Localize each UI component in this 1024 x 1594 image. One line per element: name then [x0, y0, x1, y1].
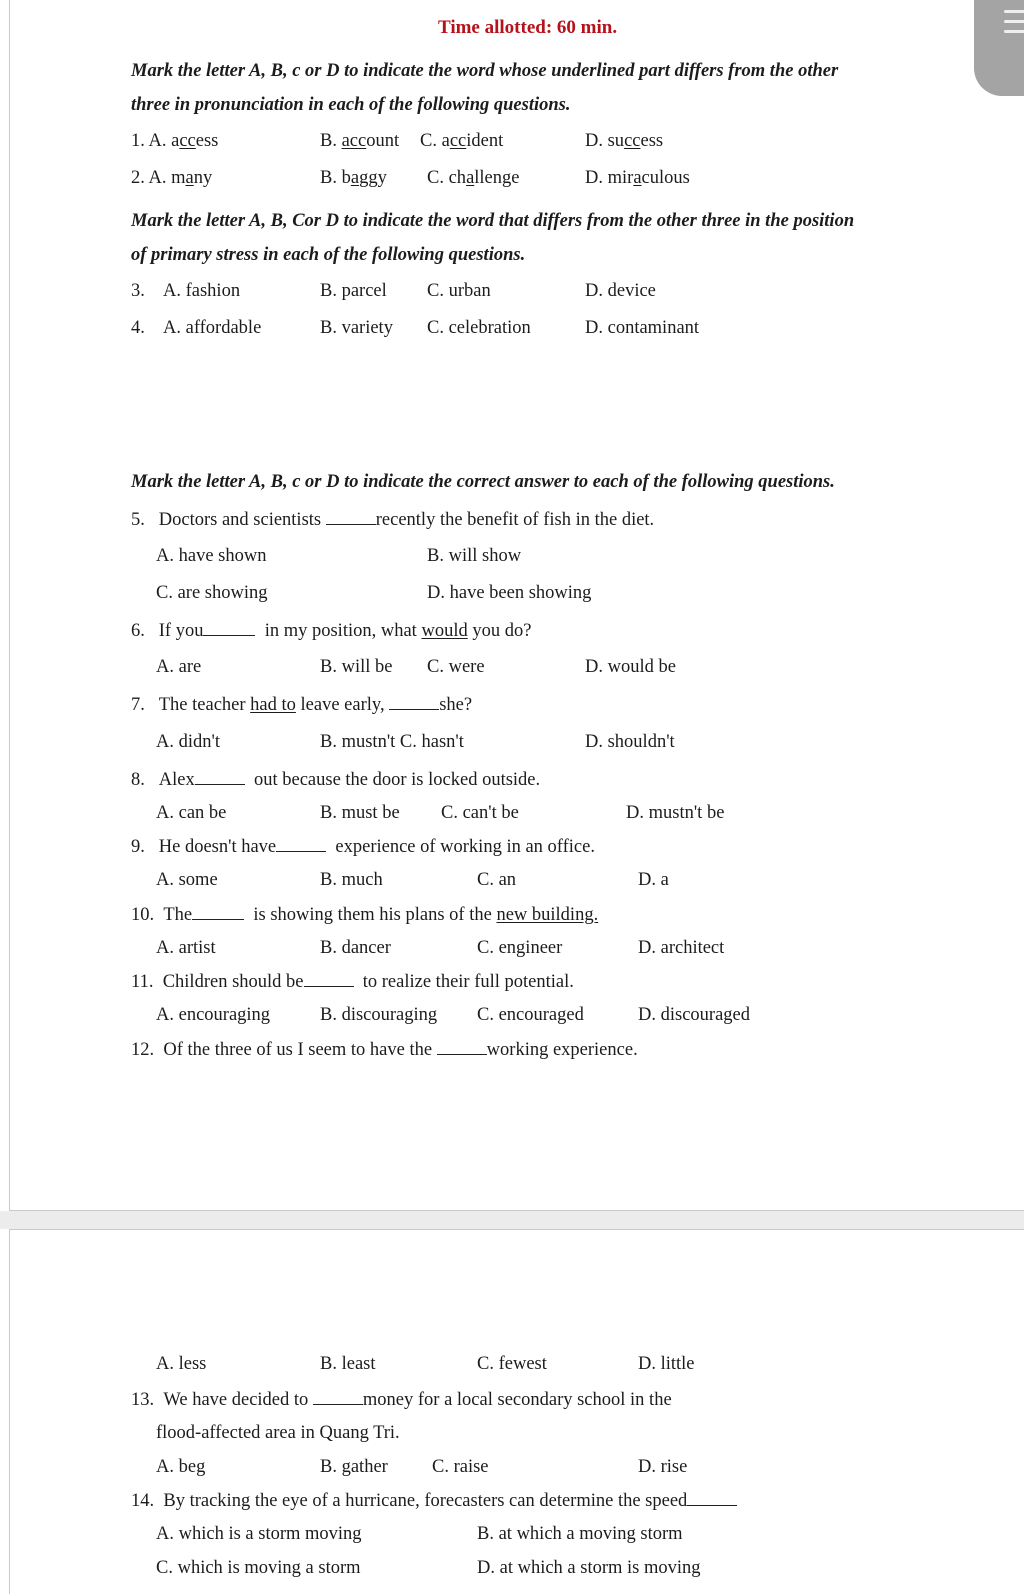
q14-option-a: A. which is a storm moving [156, 1524, 362, 1544]
q4-option-c: C. celebration [427, 318, 531, 338]
q12-option-d: D. little [638, 1354, 695, 1374]
q14-option-c: C. which is moving a storm [156, 1558, 361, 1578]
q3-option-a: A. fashion [163, 281, 241, 301]
question-11: 11. Children should be to realize their full potential. [131, 972, 574, 992]
q8-option-d: D. mustn't be [626, 803, 725, 823]
answer-blank [304, 972, 354, 987]
q6-option-c: C. were [427, 657, 485, 677]
question-5: 5. Doctors and scientists recently the benefit of fish in the diet. [131, 510, 655, 530]
section2-instruction: Mark the letter A, B, Cor D to indicate the word that differs from the other three in the position [131, 211, 855, 231]
question-6: 6. If you in my position, what would you do? [131, 621, 532, 641]
answer-blank [276, 837, 326, 852]
question-13-cont: flood-affected area in Quang Tri. [156, 1423, 400, 1443]
answer-blank [326, 510, 376, 525]
q9-option-c: C. an [477, 870, 517, 890]
q6-option-b: B. will be [320, 657, 393, 677]
q6-option-a: A. are [156, 657, 202, 677]
question-2: 2. A. many [131, 168, 213, 188]
section1-instruction-cont: three in pronunciation in each of the following questions. [131, 95, 571, 115]
question-1: 1. A. access [131, 131, 219, 151]
q14-option-b: B. at which a moving storm [477, 1524, 683, 1544]
answer-blank [437, 1040, 487, 1055]
q7-option-bc: B. mustn't C. hasn't [320, 732, 464, 752]
scrollbar-grip-line [1004, 10, 1024, 13]
q7-option-a: A. didn't [156, 732, 220, 752]
q7-option-d: D. shouldn't [585, 732, 675, 752]
scrollbar-handle[interactable] [974, 0, 1024, 96]
q3-option-b: B. parcel [320, 281, 387, 301]
q6-option-d: D. would be [585, 657, 676, 677]
q11-option-d: D. discouraged [638, 1005, 750, 1025]
q14-option-d: D. at which a storm is moving [477, 1558, 701, 1578]
answer-blank [192, 905, 244, 920]
q5-option-b: B. will show [427, 546, 522, 566]
q10-option-d: D. architect [638, 938, 725, 958]
question-8: 8. Alex out because the door is locked outside. [131, 770, 541, 790]
q13-option-a: A. beg [156, 1457, 206, 1477]
q9-option-b: B. much [320, 870, 383, 890]
q8-option-a: A. can be [156, 803, 227, 823]
q11-option-b: B. discouraging [320, 1005, 438, 1025]
question-7: 7. The teacher had to leave early, she? [131, 695, 473, 715]
question-14: 14. By tracking the eye of a hurricane, forecasters can determine the speed [131, 1491, 737, 1511]
q5-option-a: A. have shown [156, 546, 267, 566]
q4-option-a: A. affordable [163, 318, 262, 338]
q8-option-c: C. can't be [441, 803, 519, 823]
answer-blank [195, 770, 245, 785]
scrollbar-grip-line [1004, 30, 1024, 33]
q12-option-c: C. fewest [477, 1354, 547, 1374]
q9-option-d: D. a [638, 870, 669, 890]
question-4-number: 4. [131, 318, 145, 338]
q13-option-d: D. rise [638, 1457, 688, 1477]
q13-option-c: C. raise [432, 1457, 489, 1477]
q2-option-c: C. challenge [427, 168, 520, 188]
answer-blank [203, 621, 255, 636]
section1-instruction: Mark the letter A, B, c or D to indicate the word whose underlined part differs from the other [131, 61, 839, 81]
q1-option-c: C. accident [420, 131, 504, 151]
q1-option-b: B. account [320, 131, 400, 151]
answer-blank [313, 1390, 363, 1405]
q12-option-a: A. less [156, 1354, 207, 1374]
question-12: 12. Of the three of us I seem to have the working experience. [131, 1040, 638, 1060]
question-3-number: 3. [131, 281, 145, 301]
section2-instruction-cont: of primary stress in each of the following questions. [131, 245, 526, 265]
q12-option-b: B. least [320, 1354, 376, 1374]
q1-option-d: D. success [585, 131, 664, 151]
page-gap [0, 1211, 1024, 1229]
q4-option-d: D. contaminant [585, 318, 700, 338]
q5-option-d: D. have been showing [427, 583, 592, 603]
q9-option-a: A. some [156, 870, 218, 890]
q3-option-c: C. urban [427, 281, 491, 301]
answer-blank [389, 695, 439, 710]
question-13: 13. We have decided to money for a local secondary school in the [131, 1390, 672, 1410]
q3-option-d: D. device [585, 281, 656, 301]
answer-blank [687, 1491, 737, 1506]
q10-option-a: A. artist [156, 938, 216, 958]
q13-option-b: B. gather [320, 1457, 388, 1477]
question-9: 9. He doesn't have experience of working in an office. [131, 837, 595, 857]
q2-option-d: D. miraculous [585, 168, 690, 188]
q11-option-a: A. encouraging [156, 1005, 271, 1025]
q10-option-c: C. engineer [477, 938, 563, 958]
q8-option-b: B. must be [320, 803, 400, 823]
q4-option-b: B. variety [320, 318, 393, 338]
q2-option-b: B. baggy [320, 168, 387, 188]
q10-option-b: B. dancer [320, 938, 391, 958]
q11-option-c: C. encouraged [477, 1005, 584, 1025]
q5-option-c: C. are showing [156, 583, 268, 603]
page-title: Time allotted: 60 min. [438, 17, 618, 38]
scrollbar-grip-line [1004, 20, 1024, 23]
section3-instruction: Mark the letter A, B, c or D to indicate the correct answer to each of the following questions. [131, 472, 835, 492]
question-10: 10. The is showing them his plans of the new building. [131, 905, 599, 925]
